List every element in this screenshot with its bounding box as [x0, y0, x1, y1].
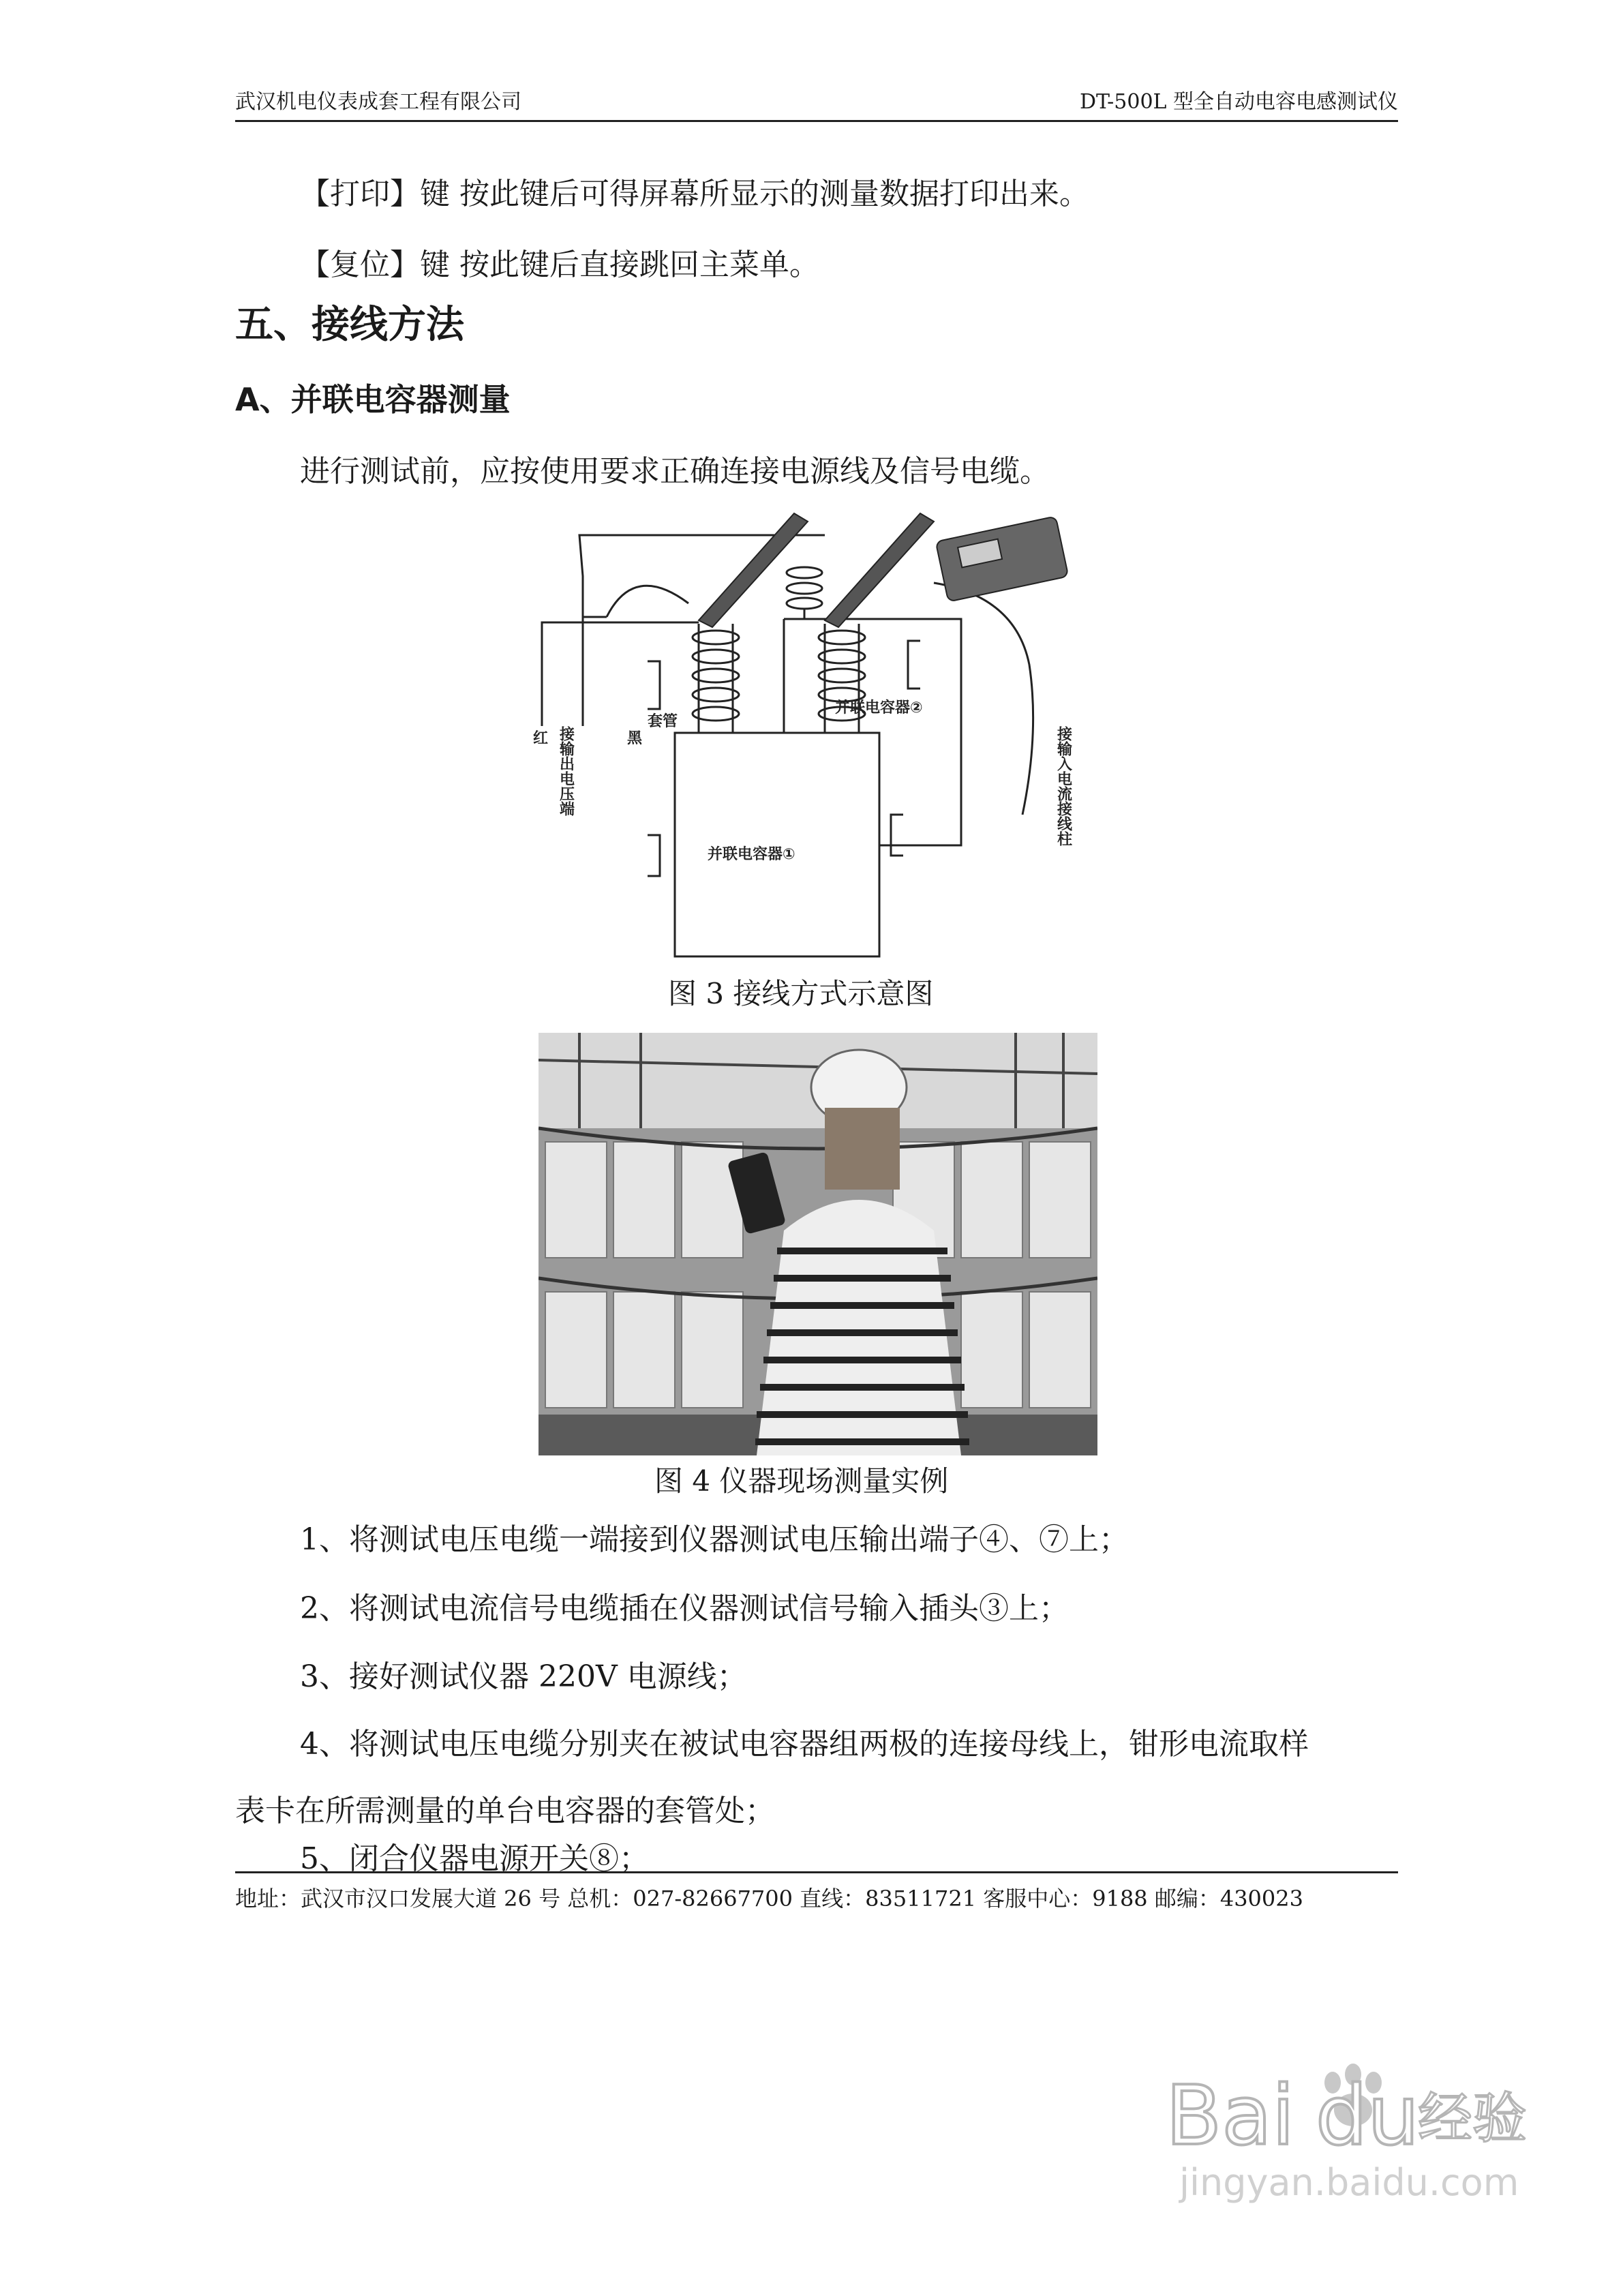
- watermark-brand-left: Bai: [1166, 2069, 1295, 2164]
- watermark-url: jingyan.baidu.com: [1179, 2161, 1519, 2204]
- section-intro: 进行测试前，应按使用要求正确连接电源线及信号电缆。: [300, 454, 1050, 489]
- step-4-cont: 表卡在所需测量的单台电容器的套管处；: [235, 1794, 775, 1828]
- step-5: 5、闭合仪器电源开关⑧；: [300, 1841, 649, 1876]
- bushing-2: [819, 624, 865, 733]
- watermark-brand-right: du: [1316, 2069, 1420, 2164]
- header-product: DT-500L 型全自动电容电感测试仪: [1079, 90, 1398, 114]
- label-cap1: 并联电容器①: [708, 846, 795, 863]
- key-reset-desc: 【复位】键 按此键后直接跳回主菜单。: [300, 247, 819, 282]
- footer-address: 地址：武汉市汉口发展大道 26 号 总机：027-82667700 直线：83511721 客服中心：9188 邮编：430023: [235, 1886, 1303, 1912]
- bus-bar-2: [825, 513, 934, 627]
- section-subtitle: A、并联电容器测量: [235, 381, 511, 418]
- page-header: [235, 80, 1398, 122]
- clamp-meter: [936, 516, 1069, 601]
- red-wire: [542, 622, 699, 726]
- label-voltage-output: 接输出电压端: [557, 726, 575, 816]
- capacitor-1-body: [675, 733, 879, 956]
- figure4-caption: 图 4 仪器现场测量实例: [654, 1464, 949, 1498]
- label-black: 黑: [627, 730, 643, 747]
- figure3-caption: 图 3 接线方式示意图: [668, 977, 934, 1010]
- bushing-rear: [787, 567, 822, 619]
- baidu-watermark: [1159, 2042, 1541, 2212]
- wiring-diagram: [525, 508, 1111, 965]
- step-1: 1、将测试电压电缆一端接到仪器测试电压输出端子④、⑦上；: [300, 1522, 1129, 1557]
- page-footer: [235, 1871, 1398, 1928]
- section-title: 五、接线方法: [235, 303, 464, 347]
- label-cap2: 并联电容器②: [835, 699, 923, 716]
- key-print-desc: 【打印】键 按此键后可得屏幕所显示的测量数据打印出来。: [300, 177, 1089, 211]
- label-current-input: 接输入电流接线柱: [1055, 726, 1072, 846]
- watermark-brand-cn: 经验: [1418, 2087, 1527, 2150]
- bushing-1: [693, 624, 739, 733]
- label-red: 红: [533, 730, 549, 747]
- field-photo: [539, 1033, 1097, 1455]
- bus-bar-1: [699, 513, 808, 627]
- step-4: 4、将测试电压电缆分别夹在被试电容器组两极的连接母线上，钳形电流取样: [300, 1727, 1309, 1762]
- step-2: 2、将测试电流信号电缆插在仪器测试信号输入插头③上；: [300, 1591, 1069, 1626]
- step-3: 3、接好测试仪器 220V 电源线；: [300, 1659, 747, 1694]
- label-bushing: 套管: [648, 713, 678, 730]
- header-company: 武汉机电仪表成套工程有限公司: [235, 90, 521, 114]
